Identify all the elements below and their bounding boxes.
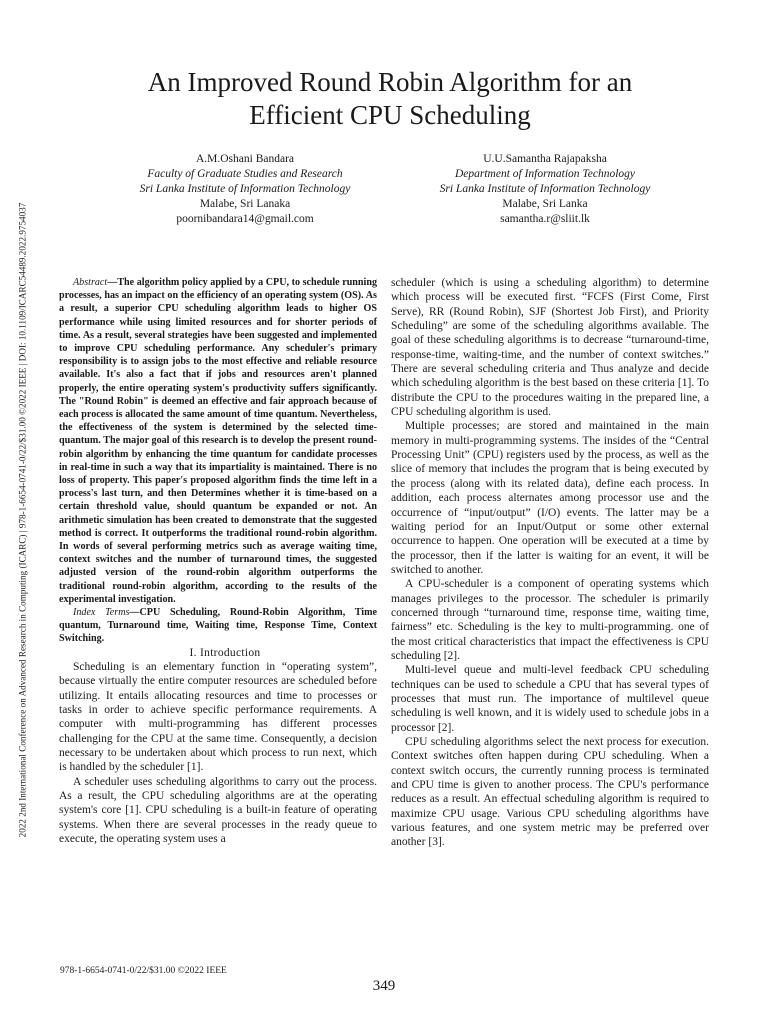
index-terms-label: Index Terms bbox=[73, 607, 130, 619]
paragraph: A scheduler uses scheduling algorithms to carry out the process. As a result, the CPU scheduling algorithms are at the operating system's core [1]. CPU scheduling is a built-in feature of operating systems. When there are several processes in the ready queue to execute, the operating system uses a bbox=[59, 775, 377, 846]
paragraph: Scheduling is an elementary function in “operating system”, because virtually the entire computer resources are scheduled before utilizing. It entails allocating resources and time to processes or tasks in order to achieve specific performance requirements. A computer with multi-programming has different processes challenging for the CPU at the same time. Consequently, a decision necessary to be undertaken about which process to run next, which is handled by the scheduler [1]. bbox=[59, 661, 377, 774]
author-name: U.U.Samantha Rajapaksha bbox=[483, 153, 607, 165]
author-location: Malabe, Sri Lanka bbox=[502, 198, 588, 210]
index-terms bbox=[59, 606, 377, 646]
paragraph: scheduler (which is using a scheduling algorithm) to determine which process will be executed first. “FCFS (First Come, First Serve), RR (Round Robin), SJF (Shortest Job First), and Priority Scheduling” are some of the scheduling algorithms available. The goal of these scheduling algorithms is to decrease “turnaround-time, response-time, waiting-time, and the number of context switches.” There are several scheduling criteria and Thus analyze and decide which scheduling algorithm is the best based on these criteria [1]. To distribute the CPU to the procedures waiting in the prepared line, a CPU scheduling algorithm is used. bbox=[391, 277, 709, 419]
paragraph: Multiple processes; are stored and maintained in the main memory in multi-programming systems. The insides of the “Central Processing Unit” (CPU) registers used by the process, as well as the slice of memory that includes the program that is being executed by the process (along with its related data), define each process. In addition, each process alternates among processor use and the occurrence of “input/output” (I/O) events. The latter may be a waiting period for an Input/Output or some other external occurrence to happen. One operation will be executed at a time by the processor, then if the latter is waiting for an event, it will be switched to another. bbox=[391, 420, 709, 576]
paragraph: A CPU-scheduler is a component of operating systems which manages privileges to the processor. The scheduler is primarily concerned through “turnaround time, response time, waiting time, fairness” etc. Scheduling is the key to multi-programming. one of the most critical characteristics that impact the effectiveness is CPU scheduling [2]. bbox=[391, 578, 709, 662]
author-location: Malabe, Sri Lanaka bbox=[199, 198, 291, 210]
abstract-label: Abstract bbox=[73, 277, 108, 288]
author-block-1 bbox=[90, 152, 400, 227]
author-email: poornibandara14@gmail.com bbox=[176, 213, 314, 225]
paragraph: Multi-level queue and multi-level feedback CPU scheduling techniques can be used to schedule a CPU that has several types of processes that must run. The importance of multilevel queue scheduling is well known, and it is widely used to schedule jobs in a processor [2]. bbox=[391, 664, 709, 734]
author-institution: Sri Lanka Institute of Information Technology bbox=[439, 183, 651, 195]
section-heading: I. Introduction bbox=[189, 646, 261, 659]
author-block-2 bbox=[360, 152, 730, 227]
paragraph: CPU scheduling algorithms select the next process for execution. Context switches often happen during CPU scheduling. When a context switch occurs, the currently running process is terminated and CPU time is given to another process. The CPU's performance reduces as a result. An effectual scheduling algorithm is required to maximize CPU usage. Various CPU scheduling algorithms have various features, and one system metric may be preferred over another [3]. bbox=[391, 736, 709, 849]
abstract-text: —The algorithm policy applied by a CPU, to schedule running processes, has an impact on the efficiency of an operating system (OS). As a result, a superior CPU scheduling algorithm leads to higher OS performance while using limited resources and for shorter periods of time. As a result, several strategies have been suggested and implemented to improve CPU scheduling performance. Any scheduler's primary responsibility is to assign jobs to the most effective and reliable resource available. It's also a fact that if jobs and resources aren't planned properly, the entire operating system's productivity suffers significantly. The "Round Robin" is deemed an effective and fair approach because of each process is allocated the same amount of time quantum. Nevertheless, the effectiveness of the system is determined by the selected time-quantum. The major goal of this research is to develop the present round-robin algorithm by enhancing the time quantum for candidate processes in real-time in such a way that its impartiality is maintained. There is no loss of property. This paper's proposed algorithm finds the time left in a process's last turn, and then Determines whether it is time-based on a certain threshold value, should quantum be expanded or not. An arithmetic simulation has been created to demonstrate that the suggested method is correct. It outperforms the traditional round-robin algorithm. In words of several performing metrics such as average waiting time, context switches and the number of turnaround times, the suggested adjusted version of the round-robin algorithm outperforms the traditional round-robin algorithm, according to the results of the experimental investigation. bbox=[59, 277, 377, 605]
author-institution: Sri Lanka Institute of Information Technology bbox=[139, 183, 351, 195]
title-line-1: An Improved Round Robin Algorithm for an bbox=[147, 67, 633, 97]
paper-title bbox=[60, 66, 720, 132]
doi-sidebar-text: 2022 2nd International Conference on Advanced Research in Computing (ICARC) | 978-1-6654-0741-0/22/$31.00 ©2022 IEEE | DOI: 10.1109/ICARC54489.2022.9754037 bbox=[17, 202, 27, 838]
author-name: A.M.Oshani Bandara bbox=[195, 153, 295, 165]
index-terms-text: —CPU Scheduling, Round-Robin Algorithm, Time quantum, Turnaround time, Waiting time, Response Time, Context Switching. bbox=[59, 607, 377, 645]
author-email: samantha.r@sliit.lk bbox=[500, 213, 590, 225]
author-department: Faculty of Graduate Studies and Research bbox=[147, 168, 343, 180]
left-column bbox=[59, 276, 377, 847]
right-column bbox=[391, 276, 709, 850]
intro-body-left bbox=[59, 646, 377, 847]
title-line-2: Efficient CPU Scheduling bbox=[249, 100, 531, 130]
abstract bbox=[59, 276, 377, 606]
copyright-footer: 978-1-6654-0741-0/22/$31.00 ©2022 IEEE bbox=[60, 966, 227, 976]
doi-sidebar bbox=[14, 150, 30, 890]
author-department: Department of Information Technology bbox=[454, 168, 636, 180]
page-number: 349 bbox=[372, 978, 396, 994]
